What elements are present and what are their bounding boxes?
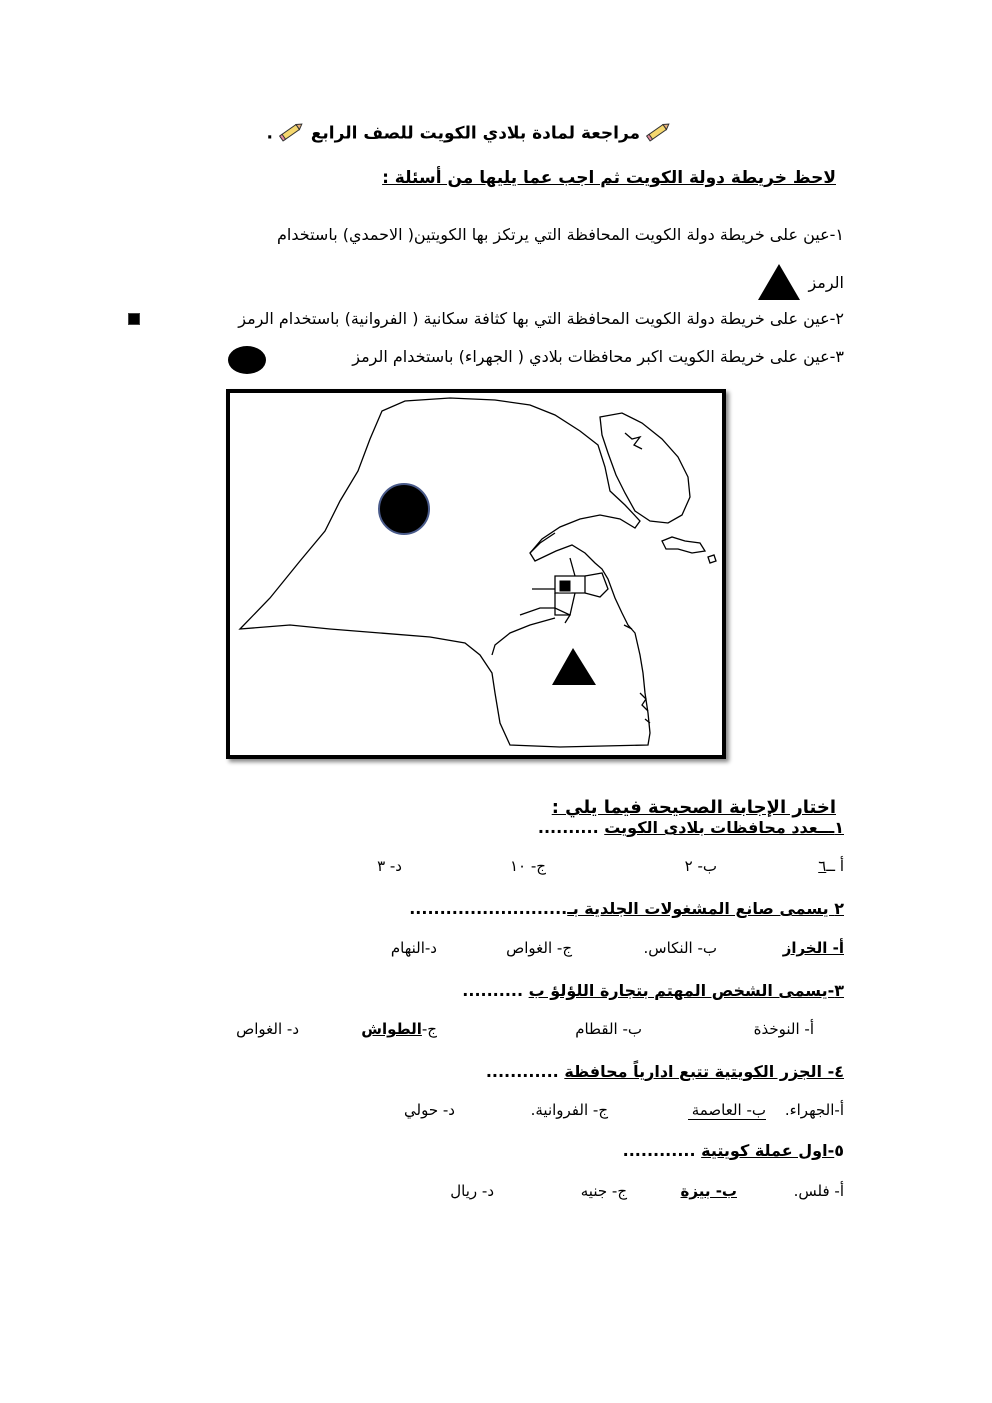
square-icon — [128, 313, 140, 325]
q4-option-d: د- حولي — [404, 1101, 455, 1119]
q2-option-d: د-النهام — [390, 939, 437, 957]
q2-stem: ٢ يسمى صانع المشغولات الجلدية بـ — [567, 899, 844, 918]
q1-option-c: ج- ١٠ — [510, 857, 546, 875]
q3-option-d: د- الغواص — [236, 1020, 299, 1038]
map-question-1-line1: ١-عين على خريطة دولة الكويت المحافظة التي يرتكز بها الكويتين( الاحمدي) باستخدام — [277, 225, 844, 244]
q1-option-a-prefix: أ ــ — [826, 857, 844, 875]
q2-option-a: أ- الخراز — [782, 939, 844, 957]
q5-stem: -اول عملة كويتية — [701, 1141, 835, 1160]
mcq-question-2 — [409, 899, 844, 918]
q3-stem: ٣-يسمى الشخص المهتم بتجارة اللؤلؤ ب — [528, 981, 844, 1000]
q3-option-b: ب- القطام — [575, 1020, 642, 1038]
q3-dots: .......... — [462, 981, 524, 1000]
q5-option-b: ب- بيزة — [680, 1182, 737, 1200]
ahmadi-triangle-marker — [552, 648, 596, 685]
mcq-question-3 — [462, 981, 844, 1000]
title-text: مراجعة لمادة بلادي الكويت للصف الرابع — [310, 123, 641, 144]
map-question-3: ٣-عين على خريطة الكويت اكبر محافظات بلادي ( الجهراء) باستخدام الرمز — [352, 347, 844, 366]
q1-dots: .......... — [537, 818, 599, 837]
pencil-icon — [279, 120, 305, 147]
q1-option-d: د- ٣ — [377, 857, 402, 875]
circle-icon — [228, 346, 266, 374]
map-question-2: ٢-عين على خريطة دولة الكويت المحافظة التي بها كثافة سكانية ( الفروانية) باستخدام الرمز — [238, 309, 844, 328]
q4-option-c: ج- الفروانية. — [530, 1101, 608, 1119]
q5-option-d: د- ريال — [450, 1182, 494, 1200]
q5-option-c: ج- جنيه — [580, 1182, 627, 1200]
jahra-circle-marker — [379, 484, 429, 534]
q3-option-c-prefix: ج- — [421, 1020, 437, 1038]
q2-option-c: ج- الغواص — [506, 939, 572, 957]
q5-number: ٥ — [834, 1141, 844, 1160]
q1-option-b: ب- ٢ — [684, 857, 717, 875]
triangle-icon — [756, 262, 802, 302]
q1-option-a — [818, 857, 844, 875]
q4-option-a: أ-الجهراء. — [784, 1101, 844, 1119]
mcq-question-4 — [486, 1062, 844, 1081]
kuwait-map — [226, 389, 726, 759]
q2-dots: .......................... — [409, 899, 568, 918]
q4-dots: ............ — [485, 1062, 559, 1081]
q4-stem: ٤- الجزر الكويتية تتبع ادارياً محافظة — [564, 1062, 844, 1081]
symbol-label: الرمز — [808, 272, 844, 292]
q3-option-a: أ- النوخذة — [753, 1020, 814, 1038]
q1-number: ١ — [834, 818, 844, 837]
page-title — [267, 120, 673, 147]
mcq-heading: اختار الإجابة الصحيحة فيما يلي : — [551, 797, 836, 818]
q3-option-c — [361, 1020, 437, 1038]
pencil-icon — [646, 120, 672, 147]
title-end: . — [266, 123, 273, 144]
q1-option-a-value: ٦ — [818, 857, 827, 875]
q5-dots: ............ — [622, 1141, 696, 1160]
map-question-1-line2 — [756, 262, 844, 302]
kuwait-map-drawing — [230, 393, 722, 755]
q2-option-b: ب- النكاس. — [643, 939, 717, 957]
q5-option-a: أ- فلس. — [793, 1182, 844, 1200]
subtitle: لاحظ خريطة دولة الكويت ثم اجب عما يليها من أسئلة : — [382, 168, 836, 188]
mcq-question-1 — [538, 818, 844, 837]
q4-option-b: ب- العاصمة — [688, 1101, 766, 1120]
farwaniya-square-marker — [559, 580, 571, 592]
q1-stem: ـــعدد محافظات بلادى الكويت — [604, 818, 835, 837]
mcq-question-5 — [623, 1141, 844, 1160]
q3-option-c-value: الطواش — [361, 1020, 422, 1038]
